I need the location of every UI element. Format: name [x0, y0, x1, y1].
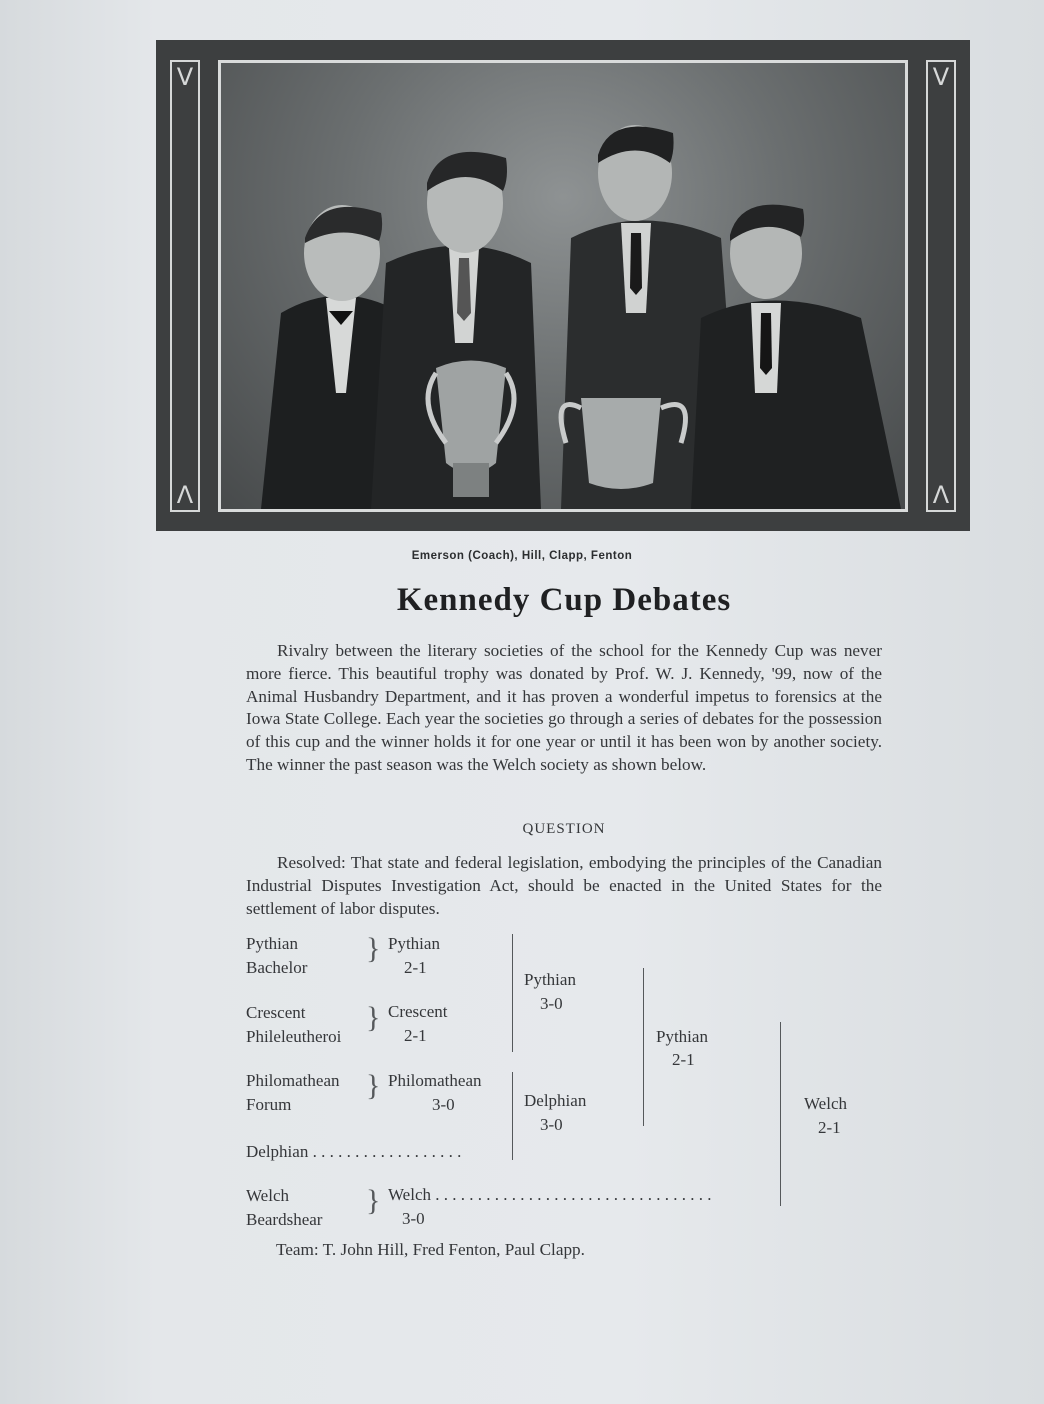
- bracket-team: Beardshear: [246, 1210, 323, 1229]
- bracket-team: Philomathean: [246, 1071, 340, 1090]
- bracket-team: Pythian: [246, 934, 298, 953]
- team-members-line: Team: T. John Hill, Fred Fenton, Paul Clapp.: [276, 1240, 585, 1259]
- bracket-score: 3-0: [540, 1115, 563, 1134]
- bracket-score: 2-1: [672, 1050, 695, 1069]
- bracket-team: Welch: [246, 1186, 289, 1205]
- resolution-text: Resolved: That state and federal legislation, embodying the principles of the Canadian Industrial Disputes Investigation Act, should be enacted in the United States for the settlement of labor disputes.: [246, 853, 882, 918]
- bracket-connector: [512, 934, 513, 1052]
- bracket-team: Forum: [246, 1095, 292, 1114]
- chevron-down-icon: V: [176, 63, 194, 91]
- brace-icon: }: [366, 932, 381, 965]
- brace-icon: }: [366, 1001, 381, 1034]
- bracket-winner: Pythian: [656, 1027, 708, 1046]
- bracket-winner: Delphian: [524, 1091, 587, 1110]
- bracket-winner: Pythian: [388, 934, 440, 953]
- intro-text: Rivalry between the literary societies of the school for the Kennedy Cup was never more fierce. This beautiful trophy was donated by Prof. W. J. Kennedy, '99, now of the Animal Husbandry Department, and it has proven a wonderful impetus to forensics at the Iowa State College. Each year the societies go through a series of debates for the possession of this cup and the winner holds it for one year or until it has been won by another society. The winner the past season was the Welch society as shown below.: [246, 641, 882, 774]
- brace-icon: }: [366, 1069, 381, 1102]
- bracket-bye-team: Delphian . . . . . . . . . . . . . . . . . .: [246, 1142, 462, 1161]
- photo-caption: Emerson (Coach), Hill, Clapp, Fenton: [411, 550, 633, 562]
- bracket-score: 3-0: [540, 994, 563, 1013]
- bye-team-name: Delphian: [246, 1142, 309, 1161]
- brace-icon: }: [366, 1184, 381, 1217]
- bracket-score: 2-1: [404, 958, 427, 977]
- bracket-winner: Crescent: [388, 1002, 448, 1021]
- chevron-down-icon: V: [932, 63, 950, 91]
- bracket-team: Bachelor: [246, 958, 308, 977]
- bracket-score: 3-0: [432, 1095, 455, 1114]
- page-title: Kennedy Cup Debates: [396, 582, 732, 618]
- champion-score: 2-1: [818, 1118, 841, 1137]
- question-heading: QUESTION: [522, 821, 606, 837]
- bracket-winner: Welch . . . . . . . . . . . . . . . . . . . . . . . . . . . . . . . . .: [388, 1185, 712, 1204]
- bracket-score: 2-1: [404, 1026, 427, 1045]
- bracket-winner: Philomathean: [388, 1071, 482, 1090]
- bracket-winner: Pythian: [524, 970, 576, 989]
- champion-name: Welch: [804, 1094, 847, 1113]
- bracket-team: Crescent: [246, 1003, 306, 1022]
- welch-first-round-winner: Welch: [388, 1185, 431, 1204]
- bracket-connector: [780, 1022, 781, 1206]
- chevron-up-icon: Λ: [932, 481, 950, 509]
- bracket-connector: [512, 1072, 513, 1160]
- bracket-connector: [643, 968, 644, 1126]
- bracket-team: Phileleutheroi: [246, 1027, 342, 1046]
- chevron-up-icon: Λ: [176, 481, 194, 509]
- bracket-score: 3-0: [402, 1209, 425, 1228]
